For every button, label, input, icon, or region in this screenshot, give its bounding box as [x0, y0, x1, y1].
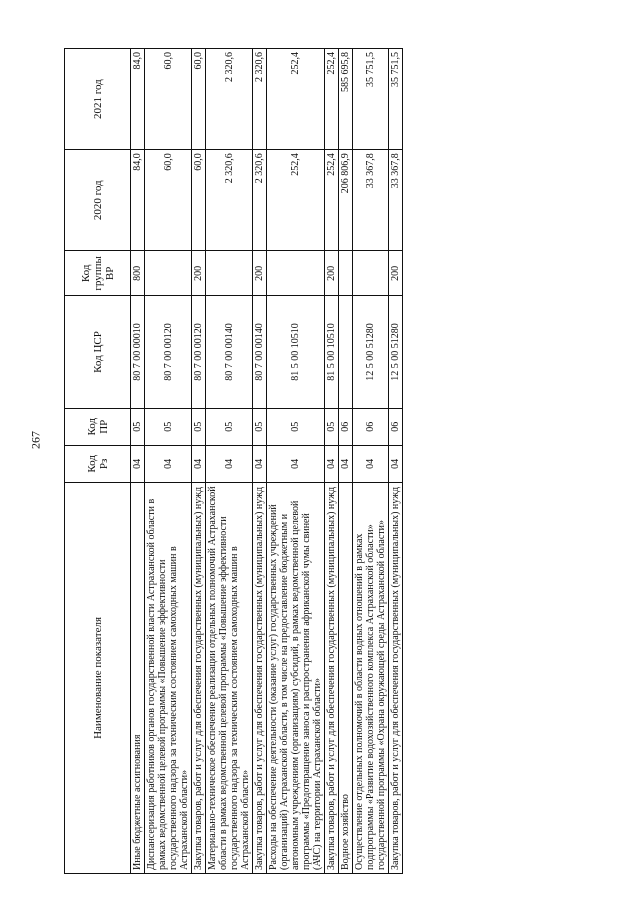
row-csr — [339, 296, 353, 408]
row-name: Осуществление отдельных полномочий в области водных отношений в рамках подпрограммы «Развитие водохозяйственного комплекса Астраханской области» государственной программы «Охрана окружающей среды Астраханской области» — [353, 482, 389, 873]
row-vr: 200 — [192, 251, 206, 296]
row-pr: 05 — [267, 408, 325, 445]
row-rz: 04 — [253, 445, 267, 482]
row-name: Иные бюджетные ассигнования — [131, 482, 145, 873]
row-2020: 33 367,8 — [353, 150, 389, 251]
row-vr: 200 — [253, 251, 267, 296]
row-pr: 05 — [206, 408, 253, 445]
row-2020: 33 367,8 — [389, 150, 403, 251]
header-2020: 2020 год — [65, 150, 131, 251]
header-csr: Код ЦСР — [65, 296, 131, 408]
table-row — [389, 49, 403, 874]
row-rz: 04 — [131, 445, 145, 482]
rotated-table-wrapper — [64, 48, 584, 874]
row-name: Закупка товаров, работ и услуг для обеспечения государственных (муниципальных) нужд — [389, 482, 403, 873]
page-number: 267 — [28, 431, 43, 449]
row-2020: 252,4 — [325, 150, 339, 251]
row-name: Закупка товаров, работ и услуг для обеспечения государственных (муниципальных) нужд — [192, 482, 206, 873]
row-rz: 04 — [353, 445, 389, 482]
row-csr: 80 7 00 00120 — [192, 296, 206, 408]
row-2020: 252,4 — [267, 150, 325, 251]
row-csr: 81 5 00 10510 — [325, 296, 339, 408]
row-vr — [145, 251, 192, 296]
row-2021: 252,4 — [267, 49, 325, 150]
row-csr: 80 7 00 00120 — [145, 296, 192, 408]
header-pr: Код ПР — [65, 408, 131, 445]
header-2021: 2021 год — [65, 49, 131, 150]
row-2020: 60,0 — [192, 150, 206, 251]
row-vr — [339, 251, 353, 296]
row-rz: 04 — [206, 445, 253, 482]
row-name: Диспансеризация работников органов государственной власти Астраханской области в рамках ведомственной целевой программы «Повышение эффективности государственного надзора за техническим состоянием самоходных машин в Астраханской области» — [145, 482, 192, 873]
row-2021: 252,4 — [325, 49, 339, 150]
row-name: Материально-техническое обеспечение реализации отдельных полномочий Астраханской области в рамках ведомственной целевой программы «Повышение эффективности государственного надзора за техническим состоянием самоходных машин в Астраханской области» — [206, 482, 253, 873]
row-name: Водное хозяйство — [339, 482, 353, 873]
row-csr: 80 7 00 00140 — [206, 296, 253, 408]
row-rz: 04 — [389, 445, 403, 482]
row-vr: 200 — [325, 251, 339, 296]
row-2021: 35 751,5 — [389, 49, 403, 150]
table-row — [339, 49, 353, 874]
header-name: Наименование показателя — [65, 482, 131, 873]
row-vr — [206, 251, 253, 296]
row-pr: 05 — [253, 408, 267, 445]
row-vr — [353, 251, 389, 296]
table-row — [206, 49, 253, 874]
row-2021: 585 695,8 — [339, 49, 353, 150]
row-vr: 200 — [389, 251, 403, 296]
row-2021: 84,0 — [131, 49, 145, 150]
table-row — [353, 49, 389, 874]
header-rz: Код Рз — [65, 445, 131, 482]
row-csr: 80 7 00 00140 — [253, 296, 267, 408]
row-2020: 2 320,6 — [253, 150, 267, 251]
row-pr: 06 — [353, 408, 389, 445]
row-2021: 2 320,6 — [253, 49, 267, 150]
row-pr: 05 — [145, 408, 192, 445]
row-2020: 206 806,9 — [339, 150, 353, 251]
row-name: Закупка товаров, работ и услуг для обеспечения государственных (муниципальных) нужд — [325, 482, 339, 873]
row-vr — [267, 251, 325, 296]
row-2020: 2 320,6 — [206, 150, 253, 251]
row-rz: 04 — [339, 445, 353, 482]
table-row — [192, 49, 206, 874]
table-row — [267, 49, 325, 874]
row-2021: 2 320,6 — [206, 49, 253, 150]
row-csr: 81 5 00 10510 — [267, 296, 325, 408]
row-2020: 60,0 — [145, 150, 192, 251]
table-row — [325, 49, 339, 874]
row-csr: 80 7 00 00010 — [131, 296, 145, 408]
row-rz: 04 — [267, 445, 325, 482]
row-rz: 04 — [325, 445, 339, 482]
table-row — [145, 49, 192, 874]
table-row — [131, 49, 145, 874]
row-2020: 84,0 — [131, 150, 145, 251]
row-rz: 04 — [145, 445, 192, 482]
row-pr: 05 — [131, 408, 145, 445]
row-rz: 04 — [192, 445, 206, 482]
row-name: Расходы на обеспечение деятельности (оказание услуг) государственных учреждений (организаций) Астраханской области, в том числе на предоставление бюджетным и автономным учреждениям (организациям) субсидий, в рамках ведомственной целевой программы «Предотвращение заноса и распространения африканской чумы свиней (АЧС) на территории Астраханской области» — [267, 482, 325, 873]
row-csr: 12 5 00 51280 — [353, 296, 389, 408]
row-pr: 06 — [389, 408, 403, 445]
budget-table — [64, 48, 403, 874]
header-vr: Код группы ВР — [65, 251, 131, 296]
row-csr: 12 5 00 51280 — [389, 296, 403, 408]
row-pr: 05 — [192, 408, 206, 445]
row-vr: 800 — [131, 251, 145, 296]
row-2021: 35 751,5 — [353, 49, 389, 150]
row-name: Закупка товаров, работ и услуг для обеспечения государственных (муниципальных) нужд — [253, 482, 267, 873]
table-row — [253, 49, 267, 874]
row-pr: 05 — [325, 408, 339, 445]
table-header-row — [65, 49, 131, 874]
row-pr: 06 — [339, 408, 353, 445]
row-2021: 60,0 — [145, 49, 192, 150]
row-2021: 60,0 — [192, 49, 206, 150]
